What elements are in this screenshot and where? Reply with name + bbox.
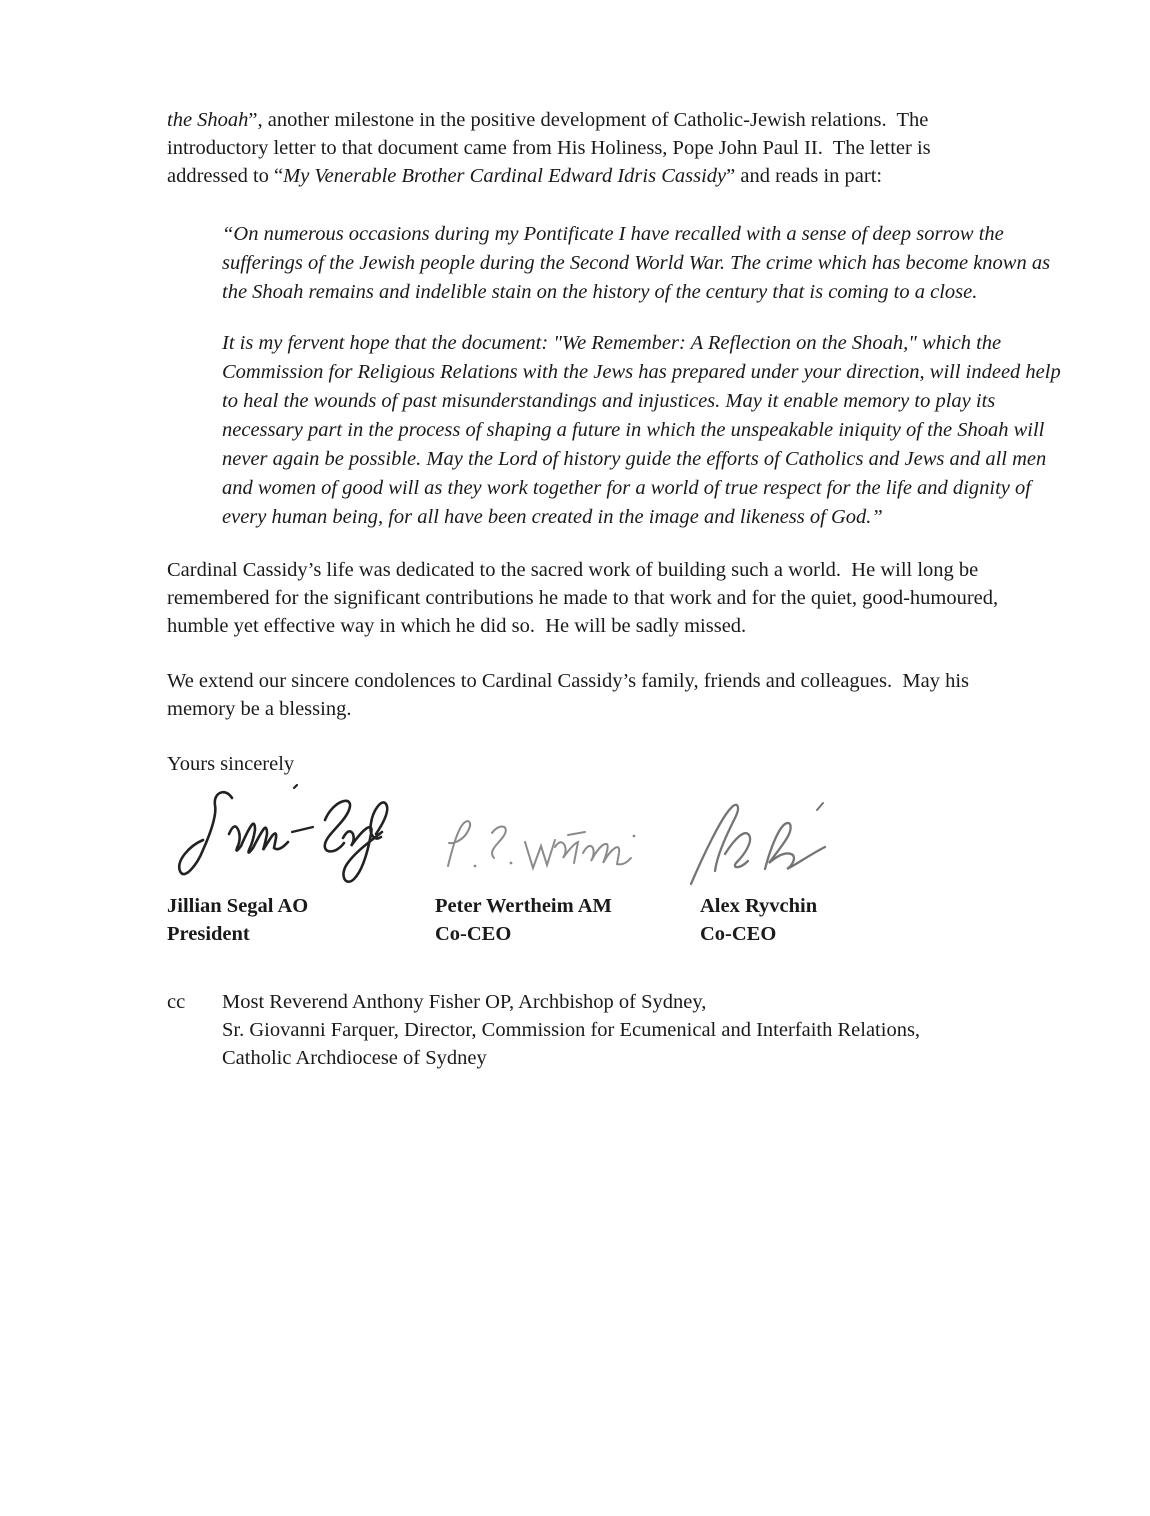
- cc-block: [167, 988, 1015, 1072]
- signatory-name: Jillian Segal AO: [167, 895, 309, 917]
- intro-paragraph: [167, 106, 1015, 190]
- signature-peter-wertheim-image: [437, 816, 653, 880]
- cc-label: cc: [167, 991, 186, 1013]
- intro-text-fragment: ” and reads in part:: [726, 165, 883, 187]
- signatory-1: [167, 892, 435, 948]
- signature-alex-ryvchin-image: [681, 798, 833, 888]
- signature-block: [167, 780, 1015, 892]
- intro-italic-fragment: the Shoah: [167, 109, 249, 131]
- quote-block-2: It is my fervent hope that the document: "We Remember: A Reflection on the Shoah," which the Commission for Religious Relations with the Jews has prepared under your direction, will indeed help to heal the wounds of past misunderstandings and injustices. May it enable memory to play its necessary part in the process of shaping a future in which the unspeakable iniquity of the Shoah will never again be possible. May the Lord of history guide the efforts of Catholics and Jews and all men and women of good will as they work together for a world of true respect for the life and dignity of every human being, for all have been created in the image and likeness of God.”: [222, 332, 1066, 528]
- body-paragraph-1: Cardinal Cassidy’s life was dedicated to the sacred work of building such a world. He will long be remembered for the significant contributions he made to that work and for the quiet, good-humoured, humble yet effective way in which he did so. He will be sadly missed.: [167, 559, 1004, 637]
- intro-text-fragment: ”, another milestone in the positive development of Catholic-Jewish relations. The introductory letter to that document came from His Holiness, Pope John Paul II. The letter is addressed to “: [167, 109, 936, 187]
- signatory-name: Alex Ryvchin: [700, 895, 818, 917]
- signature-jillian-segal-image: [175, 782, 393, 888]
- cc-line: Most Reverend Anthony Fisher OP, Archbishop of Sydney,: [222, 991, 707, 1013]
- signatory-title: President: [167, 923, 250, 945]
- quote-block-1: “On numerous occasions during my Pontificate I have recalled with a sense of deep sorrow the sufferings of the Jewish people during the Second World War. The crime which has become known as the Shoah remains and indelible stain on the history of the century that is coming to a close.: [222, 223, 1056, 303]
- signatory-name: Peter Wertheim AM: [435, 895, 612, 917]
- signatory-2: [435, 892, 700, 948]
- signatory-title: Co-CEO: [435, 923, 512, 945]
- cc-line: Sr. Giovanni Farquer, Director, Commission for Ecumenical and Interfaith Relations,: [222, 1019, 921, 1041]
- signatories-row: [167, 892, 1015, 948]
- body-paragraph-2: We extend our sincere condolences to Cardinal Cassidy’s family, friends and colleagues. May his memory be a blessing.: [167, 670, 975, 720]
- intro-italic-fragment: My Venerable Brother Cardinal Edward Idris Cassidy: [283, 165, 727, 187]
- closing-salutation: Yours sincerely: [167, 753, 295, 775]
- cc-line: Catholic Archdiocese of Sydney: [222, 1047, 487, 1069]
- signatory-3: [700, 892, 1015, 948]
- signatory-title: Co-CEO: [700, 923, 777, 945]
- cc-lines: [222, 988, 1015, 1072]
